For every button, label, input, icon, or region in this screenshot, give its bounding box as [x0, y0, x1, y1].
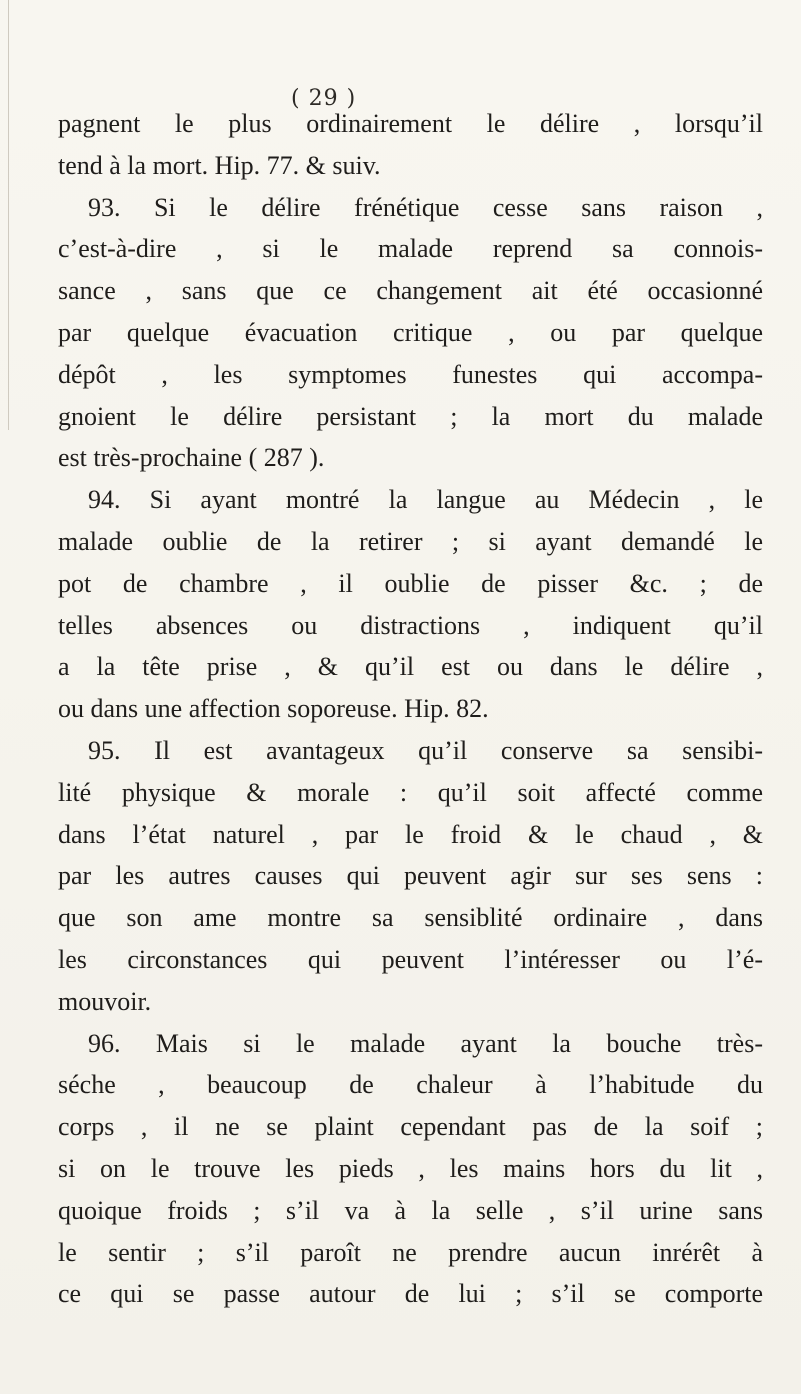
- text-line-16: 95. Il est avantageux qu’il conserve sa sensibi-: [88, 735, 763, 765]
- text-line-1: pagnent le plus ordinairement le délire , lorsqu’il: [58, 109, 763, 138]
- body-text: [58, 103, 763, 1315]
- text-line-27: quoique froids ; s’il va à la selle , s’il urine sans: [58, 1195, 763, 1225]
- text-line-28: le sentir ; s’il paroît ne prendre aucun inrérêt à: [58, 1237, 763, 1267]
- text-line-3: 93. Si le délire frénétique cesse sans raison ,: [88, 192, 763, 222]
- text-line-15: ou dans une affection soporeuse. Hip. 82.: [58, 694, 489, 724]
- text-line-2: tend à la mort. Hip. 77. & suiv.: [58, 150, 381, 180]
- text-line-4: c’est-à-dire , si le malade reprend sa connois-: [58, 234, 763, 264]
- text-line-26: si on le trouve les pieds , les mains hors du lit ,: [58, 1153, 763, 1183]
- text-line-24: séche , beaucoup de chaleur à l’habitude du: [58, 1070, 763, 1100]
- text-line-9: est très-prochaine ( 287 ).: [58, 443, 325, 473]
- text-line-19: par les autres causes qui peuvent agir sur ses sens :: [58, 861, 763, 891]
- page-edge-line: [8, 0, 9, 430]
- text-line-12: pot de chambre , il oublie de pisser &c. ; de: [58, 568, 763, 598]
- text-line-29: ce qui se passe autour de lui ; s’il se comporte: [58, 1279, 763, 1309]
- text-line-18: dans l’état naturel , par le froid & le chaud , &: [58, 819, 763, 849]
- text-line-22: mouvoir.: [58, 986, 152, 1016]
- text-line-5: sance , sans que ce changement ait été occasionné: [58, 276, 763, 306]
- text-line-6: par quelque évacuation critique , ou par quelque: [58, 317, 763, 347]
- text-line-17: lité physique & morale : qu’il soit affecté comme: [58, 777, 763, 807]
- text-line-21: les circonstances qui peuvent l’intéresser ou l’é-: [58, 944, 763, 974]
- text-line-13: telles absences ou distractions , indiquent qu’il: [58, 610, 763, 640]
- text-line-23: 96. Mais si le malade ayant la bouche très-: [88, 1028, 763, 1058]
- text-line-8: gnoient le délire persistant ; la mort du malade: [58, 401, 763, 431]
- text-line-7: dépôt , les symptomes funestes qui accompa-: [58, 359, 763, 389]
- text-line-11: malade oublie de la retirer ; si ayant demandé le: [58, 526, 763, 556]
- text-line-14: a la tête prise , & qu’il est ou dans le délire ,: [58, 652, 763, 682]
- text-line-20: que son ame montre sa sensiblité ordinaire , dans: [58, 903, 763, 933]
- text-line-10: 94. Si ayant montré la langue au Médecin , le: [88, 485, 763, 515]
- page-number: ( 29 ): [291, 86, 357, 111]
- text-line-25: corps , il ne se plaint cependant pas de la soif ;: [58, 1112, 763, 1142]
